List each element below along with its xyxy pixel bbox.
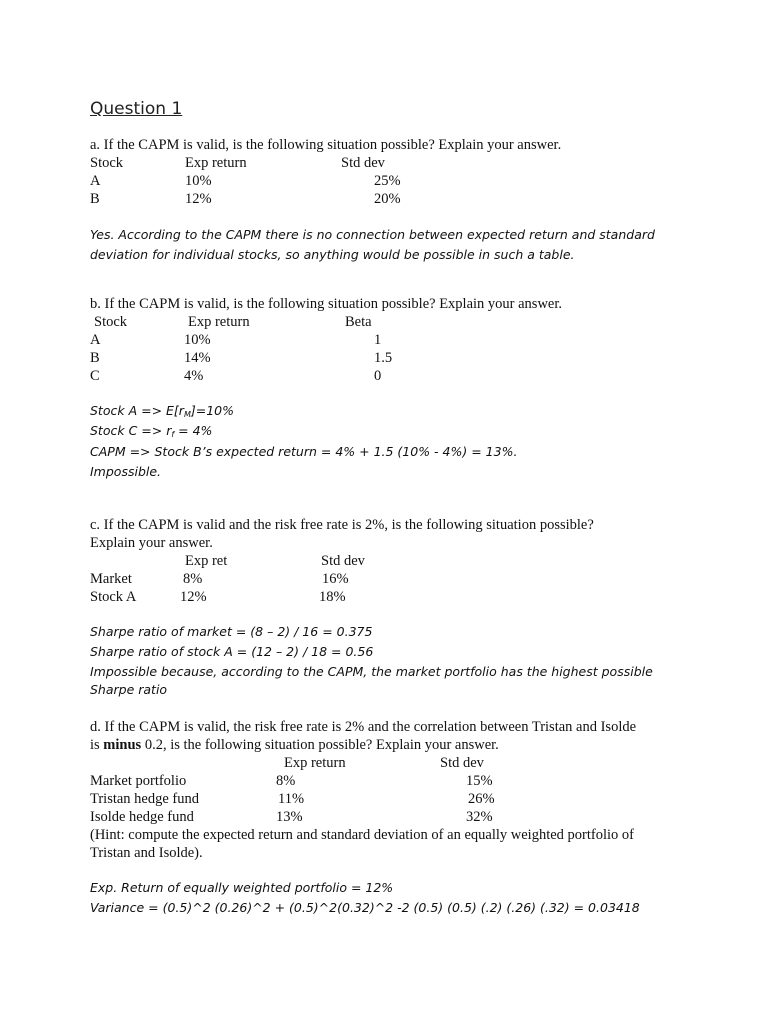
subscript: f [171, 430, 175, 439]
cell-label: Market portfolio [90, 773, 187, 789]
cell-stock: B [90, 350, 100, 366]
table-b [90, 313, 490, 385]
cell-std-dev: 25% [374, 173, 401, 189]
cell-label: Market [90, 571, 132, 587]
answer-c-line-4: Sharpe ratio [90, 682, 168, 697]
answer-c-line-3: Impossible because, according to the CAPM, the market portfolio has the highest possible [90, 664, 653, 679]
cell-std-dev: 32% [466, 809, 493, 825]
question-text: is [90, 737, 104, 753]
cell-stock: C [90, 368, 100, 384]
cell-exp-ret: 8% [183, 571, 203, 587]
header-beta: Beta [345, 314, 372, 330]
hint-line-1: (Hint: compute the expected return and standard deviation of an equally weighted portfolio of [90, 827, 634, 843]
answer-text: = 4% [174, 423, 213, 438]
cell-exp-ret: 12% [180, 589, 207, 605]
table-a [90, 154, 490, 210]
cell-exp-return: 13% [276, 809, 303, 825]
page-title: Question 1 [90, 99, 183, 119]
question-a-text: a. If the CAPM is valid, is the following situation possible? Explain your answer. [90, 137, 562, 153]
question-b-text: b. If the CAPM is valid, is the following situation possible? Explain your answer. [90, 296, 563, 312]
header-stock: Stock [90, 155, 124, 171]
subscript: M [183, 410, 191, 419]
cell-beta: 1 [374, 332, 382, 348]
cell-std-dev: 26% [468, 791, 495, 807]
header-std-dev: Std dev [440, 755, 484, 771]
table-d [90, 754, 510, 826]
answer-a-line-2: deviation for individual stocks, so anything would be possible in such a table. [90, 247, 575, 262]
cell-std-dev: 20% [374, 191, 401, 207]
answer-c-line-2: Sharpe ratio of stock A = (12 – 2) / 18 = 0.56 [90, 644, 374, 659]
question-d-line-1: d. If the CAPM is valid, the risk free rate is 2% and the correlation between Tristan and Isolde [90, 719, 637, 735]
cell-exp-return: 10% [184, 332, 211, 348]
cell-label: Stock A [90, 589, 137, 605]
question-text: 0.2, is the following situation possible? Explain your answer. [141, 737, 499, 753]
answer-b-line-4: Impossible. [90, 464, 162, 479]
answer-text: Stock A => E[r [90, 403, 184, 418]
cell-exp-return: 14% [184, 350, 211, 366]
header-exp-ret: Exp ret [185, 553, 228, 569]
header-exp-return: Exp return [284, 755, 346, 771]
question-c-line-1: c. If the CAPM is valid and the risk free rate is 2%, is the following situation possible? [90, 517, 594, 533]
header-exp-return: Exp return [185, 155, 247, 171]
hint-line-2: Tristan and Isolde). [90, 845, 203, 861]
answer-b-line-3: CAPM => Stock B’s expected return = 4% + 1.5 (10% - 4%) = 13%. [90, 444, 518, 459]
cell-exp-return: 12% [185, 191, 212, 207]
answer-c-line-1: Sharpe ratio of market = (8 – 2) / 16 = 0.375 [90, 624, 373, 639]
question-d-line-2 [90, 736, 499, 754]
cell-stock: A [90, 173, 101, 189]
table-c [90, 552, 490, 606]
answer-text: ]=10% [190, 403, 234, 418]
cell-std-dev: 16% [322, 571, 349, 587]
cell-exp-return: 8% [276, 773, 296, 789]
cell-beta: 0 [374, 368, 382, 384]
answer-a-line-1: Yes. According to the CAPM there is no connection between expected return and standard [90, 227, 655, 242]
question-c-line-2: Explain your answer. [90, 535, 213, 551]
answer-d-line-2: Variance = (0.5)^2 (0.26)^2 + (0.5)^2(0.32)^2 -2 (0.5) (0.5) (.2) (.26) (.32) = 0.03418 [90, 900, 640, 915]
cell-beta: 1.5 [374, 350, 393, 366]
cell-exp-return: 11% [278, 791, 305, 807]
header-std-dev: Std dev [341, 155, 385, 171]
cell-stock: A [90, 332, 101, 348]
header-stock: Stock [94, 314, 128, 330]
header-exp-return: Exp return [188, 314, 250, 330]
cell-label: Tristan hedge fund [90, 791, 200, 807]
cell-exp-return: 4% [184, 368, 204, 384]
cell-std-dev: 15% [466, 773, 493, 789]
header-std-dev: Std dev [321, 553, 365, 569]
cell-stock: B [90, 191, 100, 207]
answer-text: Stock C => r [90, 423, 172, 438]
emphasis-minus: minus [103, 737, 142, 753]
cell-std-dev: 18% [319, 589, 346, 605]
answer-d-line-1: Exp. Return of equally weighted portfolio = 12% [90, 880, 394, 895]
cell-label: Isolde hedge fund [90, 809, 194, 825]
cell-exp-return: 10% [185, 173, 212, 189]
